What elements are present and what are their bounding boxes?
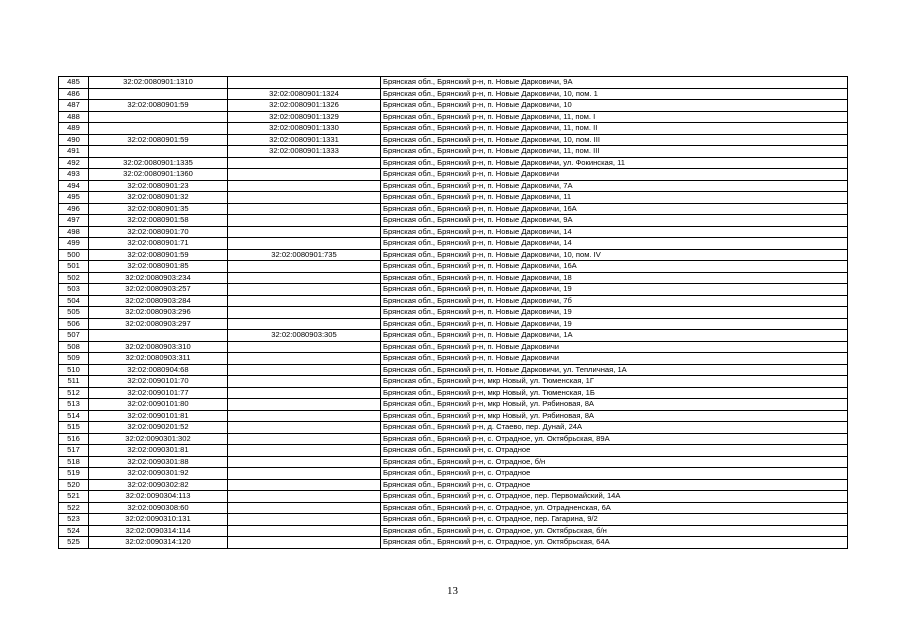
cadastral-number-cell: 32:02:0080903:234 <box>89 272 228 284</box>
table-row <box>59 422 848 434</box>
table-row <box>59 111 848 123</box>
cadastral-number-cell: 32:02:0080903:310 <box>89 341 228 353</box>
cadastral-number-cell <box>89 88 228 100</box>
table-row <box>59 100 848 112</box>
cadastral-number-2-cell <box>228 537 381 549</box>
cadastral-number-cell: 32:02:0090101:70 <box>89 376 228 388</box>
cadastral-number-cell: 32:02:0080903:297 <box>89 318 228 330</box>
table-row <box>59 399 848 411</box>
row-number-cell: 498 <box>59 226 89 238</box>
cadastral-number-2-cell <box>228 387 381 399</box>
cadastral-number-cell: 32:02:0080901:23 <box>89 180 228 192</box>
cadastral-table <box>58 76 848 549</box>
cadastral-number-2-cell <box>228 422 381 434</box>
row-number-cell: 486 <box>59 88 89 100</box>
table-row <box>59 491 848 503</box>
cadastral-number-2-cell: 32:02:0080901:735 <box>228 249 381 261</box>
cadastral-number-2-cell <box>228 295 381 307</box>
cadastral-number-cell: 32:02:0090101:80 <box>89 399 228 411</box>
page-number: 13 <box>447 585 458 597</box>
cadastral-number-cell: 32:02:0080901:59 <box>89 134 228 146</box>
address-cell: Брянская обл., Брянский р-н, п. Новые Дарковичи, 11, пом. I <box>381 111 848 123</box>
cadastral-number-2-cell <box>228 525 381 537</box>
cadastral-number-cell: 32:02:0080903:257 <box>89 284 228 296</box>
cadastral-number-cell: 32:02:0080901:1335 <box>89 157 228 169</box>
cadastral-number-cell: 32:02:0090301:88 <box>89 456 228 468</box>
cadastral-number-2-cell <box>228 376 381 388</box>
row-number-cell: 521 <box>59 491 89 503</box>
row-number-cell: 523 <box>59 514 89 526</box>
address-cell: Брянская обл., Брянский р-н, п. Новые Дарковичи, 16А <box>381 203 848 215</box>
cadastral-number-2-cell <box>228 157 381 169</box>
cadastral-number-cell: 32:02:0080904:68 <box>89 364 228 376</box>
cadastral-number-2-cell <box>228 284 381 296</box>
cadastral-number-2-cell <box>228 77 381 89</box>
table-row <box>59 364 848 376</box>
table-row <box>59 249 848 261</box>
row-number-cell: 516 <box>59 433 89 445</box>
address-cell: Брянская обл., Брянский р-н, п. Новые Дарковичи, 10 <box>381 100 848 112</box>
cadastral-number-2-cell <box>228 261 381 273</box>
cadastral-number-2-cell <box>228 353 381 365</box>
address-cell: Брянская обл., Брянский р-н, п. Новые Дарковичи <box>381 341 848 353</box>
cadastral-number-2-cell <box>228 238 381 250</box>
cadastral-number-cell: 32:02:0080903:296 <box>89 307 228 319</box>
row-number-cell: 501 <box>59 261 89 273</box>
row-number-cell: 485 <box>59 77 89 89</box>
address-cell: Брянская обл., Брянский р-н, с. Отрадное, ул. Октябрьская, б/н <box>381 525 848 537</box>
cadastral-number-cell: 32:02:0090302:82 <box>89 479 228 491</box>
cadastral-number-2-cell <box>228 502 381 514</box>
address-cell: Брянская обл., Брянский р-н, с. Отрадное <box>381 479 848 491</box>
row-number-cell: 518 <box>59 456 89 468</box>
address-cell: Брянская обл., Брянский р-н, п. Новые Дарковичи, 10, пом. III <box>381 134 848 146</box>
cadastral-number-cell: 32:02:0090308:60 <box>89 502 228 514</box>
row-number-cell: 493 <box>59 169 89 181</box>
row-number-cell: 503 <box>59 284 89 296</box>
row-number-cell: 497 <box>59 215 89 227</box>
cadastral-number-cell <box>89 330 228 342</box>
address-cell: Брянская обл., Брянский р-н, п. Новые Дарковичи, 14 <box>381 226 848 238</box>
row-number-cell: 522 <box>59 502 89 514</box>
table-row <box>59 410 848 422</box>
table-row <box>59 226 848 238</box>
table-row <box>59 88 848 100</box>
address-cell: Брянская обл., Брянский р-н, п. Новые Дарковичи, ул. Фокинская, 11 <box>381 157 848 169</box>
address-cell: Брянская обл., Брянский р-н, п. Новые Дарковичи <box>381 353 848 365</box>
cadastral-number-cell: 32:02:0080903:311 <box>89 353 228 365</box>
cadastral-number-2-cell <box>228 215 381 227</box>
table-row <box>59 330 848 342</box>
cadastral-number-2-cell <box>228 272 381 284</box>
address-cell: Брянская обл., Брянский р-н, с. Отрадное, пер. Гагарина, 9/2 <box>381 514 848 526</box>
row-number-cell: 517 <box>59 445 89 457</box>
address-cell: Брянская обл., Брянский р-н, с. Отрадное, пер. Первомайский, 14А <box>381 491 848 503</box>
row-number-cell: 505 <box>59 307 89 319</box>
row-number-cell: 504 <box>59 295 89 307</box>
cadastral-number-cell <box>89 123 228 135</box>
table-row <box>59 445 848 457</box>
cadastral-number-cell: 32:02:0080901:1310 <box>89 77 228 89</box>
row-number-cell: 525 <box>59 537 89 549</box>
address-cell: Брянская обл., Брянский р-н, мкр Новый, ул. Тюменская, 1Г <box>381 376 848 388</box>
address-cell: Брянская обл., Брянский р-н, п. Новые Дарковичи, 11, пом. II <box>381 123 848 135</box>
row-number-cell: 499 <box>59 238 89 250</box>
table-row <box>59 157 848 169</box>
table-row <box>59 261 848 273</box>
cadastral-number-cell: 32:02:0080901:85 <box>89 261 228 273</box>
cadastral-number-2-cell <box>228 226 381 238</box>
table-row <box>59 514 848 526</box>
table-row <box>59 537 848 549</box>
table-row <box>59 203 848 215</box>
cadastral-number-2-cell <box>228 399 381 411</box>
row-number-cell: 491 <box>59 146 89 158</box>
row-number-cell: 519 <box>59 468 89 480</box>
cadastral-number-cell: 32:02:0090101:81 <box>89 410 228 422</box>
address-cell: Брянская обл., Брянский р-н, п. Новые Дарковичи, 19 <box>381 318 848 330</box>
cadastral-number-cell: 32:02:0090301:92 <box>89 468 228 480</box>
address-cell: Брянская обл., Брянский р-н, п. Новые Дарковичи <box>381 169 848 181</box>
row-number-cell: 509 <box>59 353 89 365</box>
row-number-cell: 488 <box>59 111 89 123</box>
address-cell: Брянская обл., Брянский р-н, п. Новые Дарковичи, 10, пом. IV <box>381 249 848 261</box>
table-row <box>59 341 848 353</box>
table-row <box>59 318 848 330</box>
cadastral-number-cell: 32:02:0090101:77 <box>89 387 228 399</box>
cadastral-number-2-cell <box>228 203 381 215</box>
cadastral-number-2-cell <box>228 491 381 503</box>
address-cell: Брянская обл., Брянский р-н, п. Новые Дарковичи, 19 <box>381 307 848 319</box>
table-row <box>59 525 848 537</box>
cadastral-number-cell: 32:02:0090314:114 <box>89 525 228 537</box>
cadastral-number-2-cell <box>228 169 381 181</box>
table-row <box>59 134 848 146</box>
table-row <box>59 433 848 445</box>
row-number-cell: 494 <box>59 180 89 192</box>
cadastral-number-2-cell <box>228 456 381 468</box>
address-cell: Брянская обл., Брянский р-н, мкр Новый, ул. Тюменская, 1Б <box>381 387 848 399</box>
address-cell: Брянская обл., Брянский р-н, п. Новые Дарковичи, 16А <box>381 261 848 273</box>
row-number-cell: 510 <box>59 364 89 376</box>
row-number-cell: 507 <box>59 330 89 342</box>
row-number-cell: 502 <box>59 272 89 284</box>
cadastral-number-cell: 32:02:0080901:58 <box>89 215 228 227</box>
cadastral-number-2-cell <box>228 307 381 319</box>
cadastral-number-2-cell <box>228 468 381 480</box>
cadastral-number-2-cell <box>228 433 381 445</box>
cadastral-number-2-cell <box>228 410 381 422</box>
row-number-cell: 513 <box>59 399 89 411</box>
table-row <box>59 180 848 192</box>
row-number-cell: 495 <box>59 192 89 204</box>
table-row <box>59 456 848 468</box>
table-body <box>59 77 848 549</box>
address-cell: Брянская обл., Брянский р-н, с. Отрадное <box>381 468 848 480</box>
address-cell: Брянская обл., Брянский р-н, мкр Новый, ул. Рябиновая, 8А <box>381 399 848 411</box>
row-number-cell: 520 <box>59 479 89 491</box>
table-row <box>59 146 848 158</box>
address-cell: Брянская обл., Брянский р-н, п. Новые Дарковичи, 9А <box>381 77 848 89</box>
row-number-cell: 515 <box>59 422 89 434</box>
cadastral-number-cell: 32:02:0080901:71 <box>89 238 228 250</box>
row-number-cell: 511 <box>59 376 89 388</box>
cadastral-number-cell: 32:02:0080901:59 <box>89 249 228 261</box>
row-number-cell: 487 <box>59 100 89 112</box>
address-cell: Брянская обл., Брянский р-н, с. Отрадное, ул. Октябрьская, 64А <box>381 537 848 549</box>
table-row <box>59 387 848 399</box>
address-cell: Брянская обл., Брянский р-н, п. Новые Дарковичи, ул. Тепличная, 1А <box>381 364 848 376</box>
table-row <box>59 272 848 284</box>
cadastral-number-cell: 32:02:0080901:1360 <box>89 169 228 181</box>
table-row <box>59 479 848 491</box>
row-number-cell: 492 <box>59 157 89 169</box>
table-row <box>59 284 848 296</box>
cadastral-number-cell <box>89 146 228 158</box>
cadastral-number-2-cell: 32:02:0080901:1330 <box>228 123 381 135</box>
cadastral-number-2-cell <box>228 318 381 330</box>
row-number-cell: 500 <box>59 249 89 261</box>
row-number-cell: 496 <box>59 203 89 215</box>
table-row <box>59 238 848 250</box>
table-row <box>59 192 848 204</box>
cadastral-number-2-cell: 32:02:0080901:1329 <box>228 111 381 123</box>
address-cell: Брянская обл., Брянский р-н, с. Отрадное <box>381 445 848 457</box>
cadastral-number-2-cell <box>228 180 381 192</box>
address-cell: Брянская обл., Брянский р-н, п. Новые Дарковичи, 18 <box>381 272 848 284</box>
address-cell: Брянская обл., Брянский р-н, п. Новые Дарковичи, 14 <box>381 238 848 250</box>
address-cell: Брянская обл., Брянский р-н, п. Новые Дарковичи, 10, пом. 1 <box>381 88 848 100</box>
cadastral-number-2-cell: 32:02:0080901:1331 <box>228 134 381 146</box>
cadastral-number-2-cell: 32:02:0080901:1333 <box>228 146 381 158</box>
table-row <box>59 502 848 514</box>
cadastral-number-2-cell: 32:02:0080901:1324 <box>228 88 381 100</box>
address-cell: Брянская обл., Брянский р-н, с. Отрадное, б/н <box>381 456 848 468</box>
cadastral-number-cell: 32:02:0080901:32 <box>89 192 228 204</box>
cadastral-number-cell: 32:02:0090314:120 <box>89 537 228 549</box>
address-cell: Брянская обл., Брянский р-н, п. Новые Дарковичи, 19 <box>381 284 848 296</box>
cadastral-number-cell: 32:02:0090310:131 <box>89 514 228 526</box>
address-cell: Брянская обл., Брянский р-н, п. Новые Дарковичи, 1А <box>381 330 848 342</box>
address-cell: Брянская обл., Брянский р-н, п. Новые Дарковичи, 9А <box>381 215 848 227</box>
row-number-cell: 508 <box>59 341 89 353</box>
table-row <box>59 307 848 319</box>
cadastral-number-cell: 32:02:0080901:59 <box>89 100 228 112</box>
row-number-cell: 506 <box>59 318 89 330</box>
cadastral-number-cell: 32:02:0080901:70 <box>89 226 228 238</box>
row-number-cell: 490 <box>59 134 89 146</box>
address-cell: Брянская обл., Брянский р-н, с. Отрадное, ул. Отрадненская, 6А <box>381 502 848 514</box>
table-row <box>59 169 848 181</box>
cadastral-number-2-cell: 32:02:0080901:1326 <box>228 100 381 112</box>
address-cell: Брянская обл., Брянский р-н, п. Новые Дарковичи, 7А <box>381 180 848 192</box>
table-row <box>59 353 848 365</box>
cadastral-number-2-cell <box>228 364 381 376</box>
table-row <box>59 295 848 307</box>
row-number-cell: 524 <box>59 525 89 537</box>
cadastral-number-cell: 32:02:0090304:113 <box>89 491 228 503</box>
table-row <box>59 215 848 227</box>
address-cell: Брянская обл., Брянский р-н, мкр Новый, ул. Рябиновая, 8А <box>381 410 848 422</box>
table-row <box>59 77 848 89</box>
row-number-cell: 512 <box>59 387 89 399</box>
table-row <box>59 376 848 388</box>
cadastral-number-cell: 32:02:0090301:302 <box>89 433 228 445</box>
table-row <box>59 468 848 480</box>
cadastral-number-2-cell <box>228 514 381 526</box>
cadastral-number-cell: 32:02:0090301:81 <box>89 445 228 457</box>
cadastral-number-cell: 32:02:0090201:52 <box>89 422 228 434</box>
cadastral-number-2-cell <box>228 445 381 457</box>
cadastral-number-cell: 32:02:0080903:284 <box>89 295 228 307</box>
cadastral-number-cell: 32:02:0080901:35 <box>89 203 228 215</box>
cadastral-number-2-cell <box>228 479 381 491</box>
cadastral-number-cell <box>89 111 228 123</box>
address-cell: Брянская обл., Брянский р-н, с. Отрадное, ул. Октябрьская, 89А <box>381 433 848 445</box>
row-number-cell: 489 <box>59 123 89 135</box>
row-number-cell: 514 <box>59 410 89 422</box>
address-cell: Брянская обл., Брянский р-н, п. Новые Дарковичи, 11, пом. III <box>381 146 848 158</box>
address-cell: Брянская обл., Брянский р-н, п. Новые Дарковичи, 7б <box>381 295 848 307</box>
address-cell: Брянская обл., Брянский р-н, п. Новые Дарковичи, 11 <box>381 192 848 204</box>
cadastral-number-2-cell <box>228 192 381 204</box>
address-cell: Брянская обл., Брянский р-н, д. Стаево, пер. Дунай, 24А <box>381 422 848 434</box>
table-row <box>59 123 848 135</box>
cadastral-number-2-cell <box>228 341 381 353</box>
cadastral-number-2-cell: 32:02:0080903:305 <box>228 330 381 342</box>
